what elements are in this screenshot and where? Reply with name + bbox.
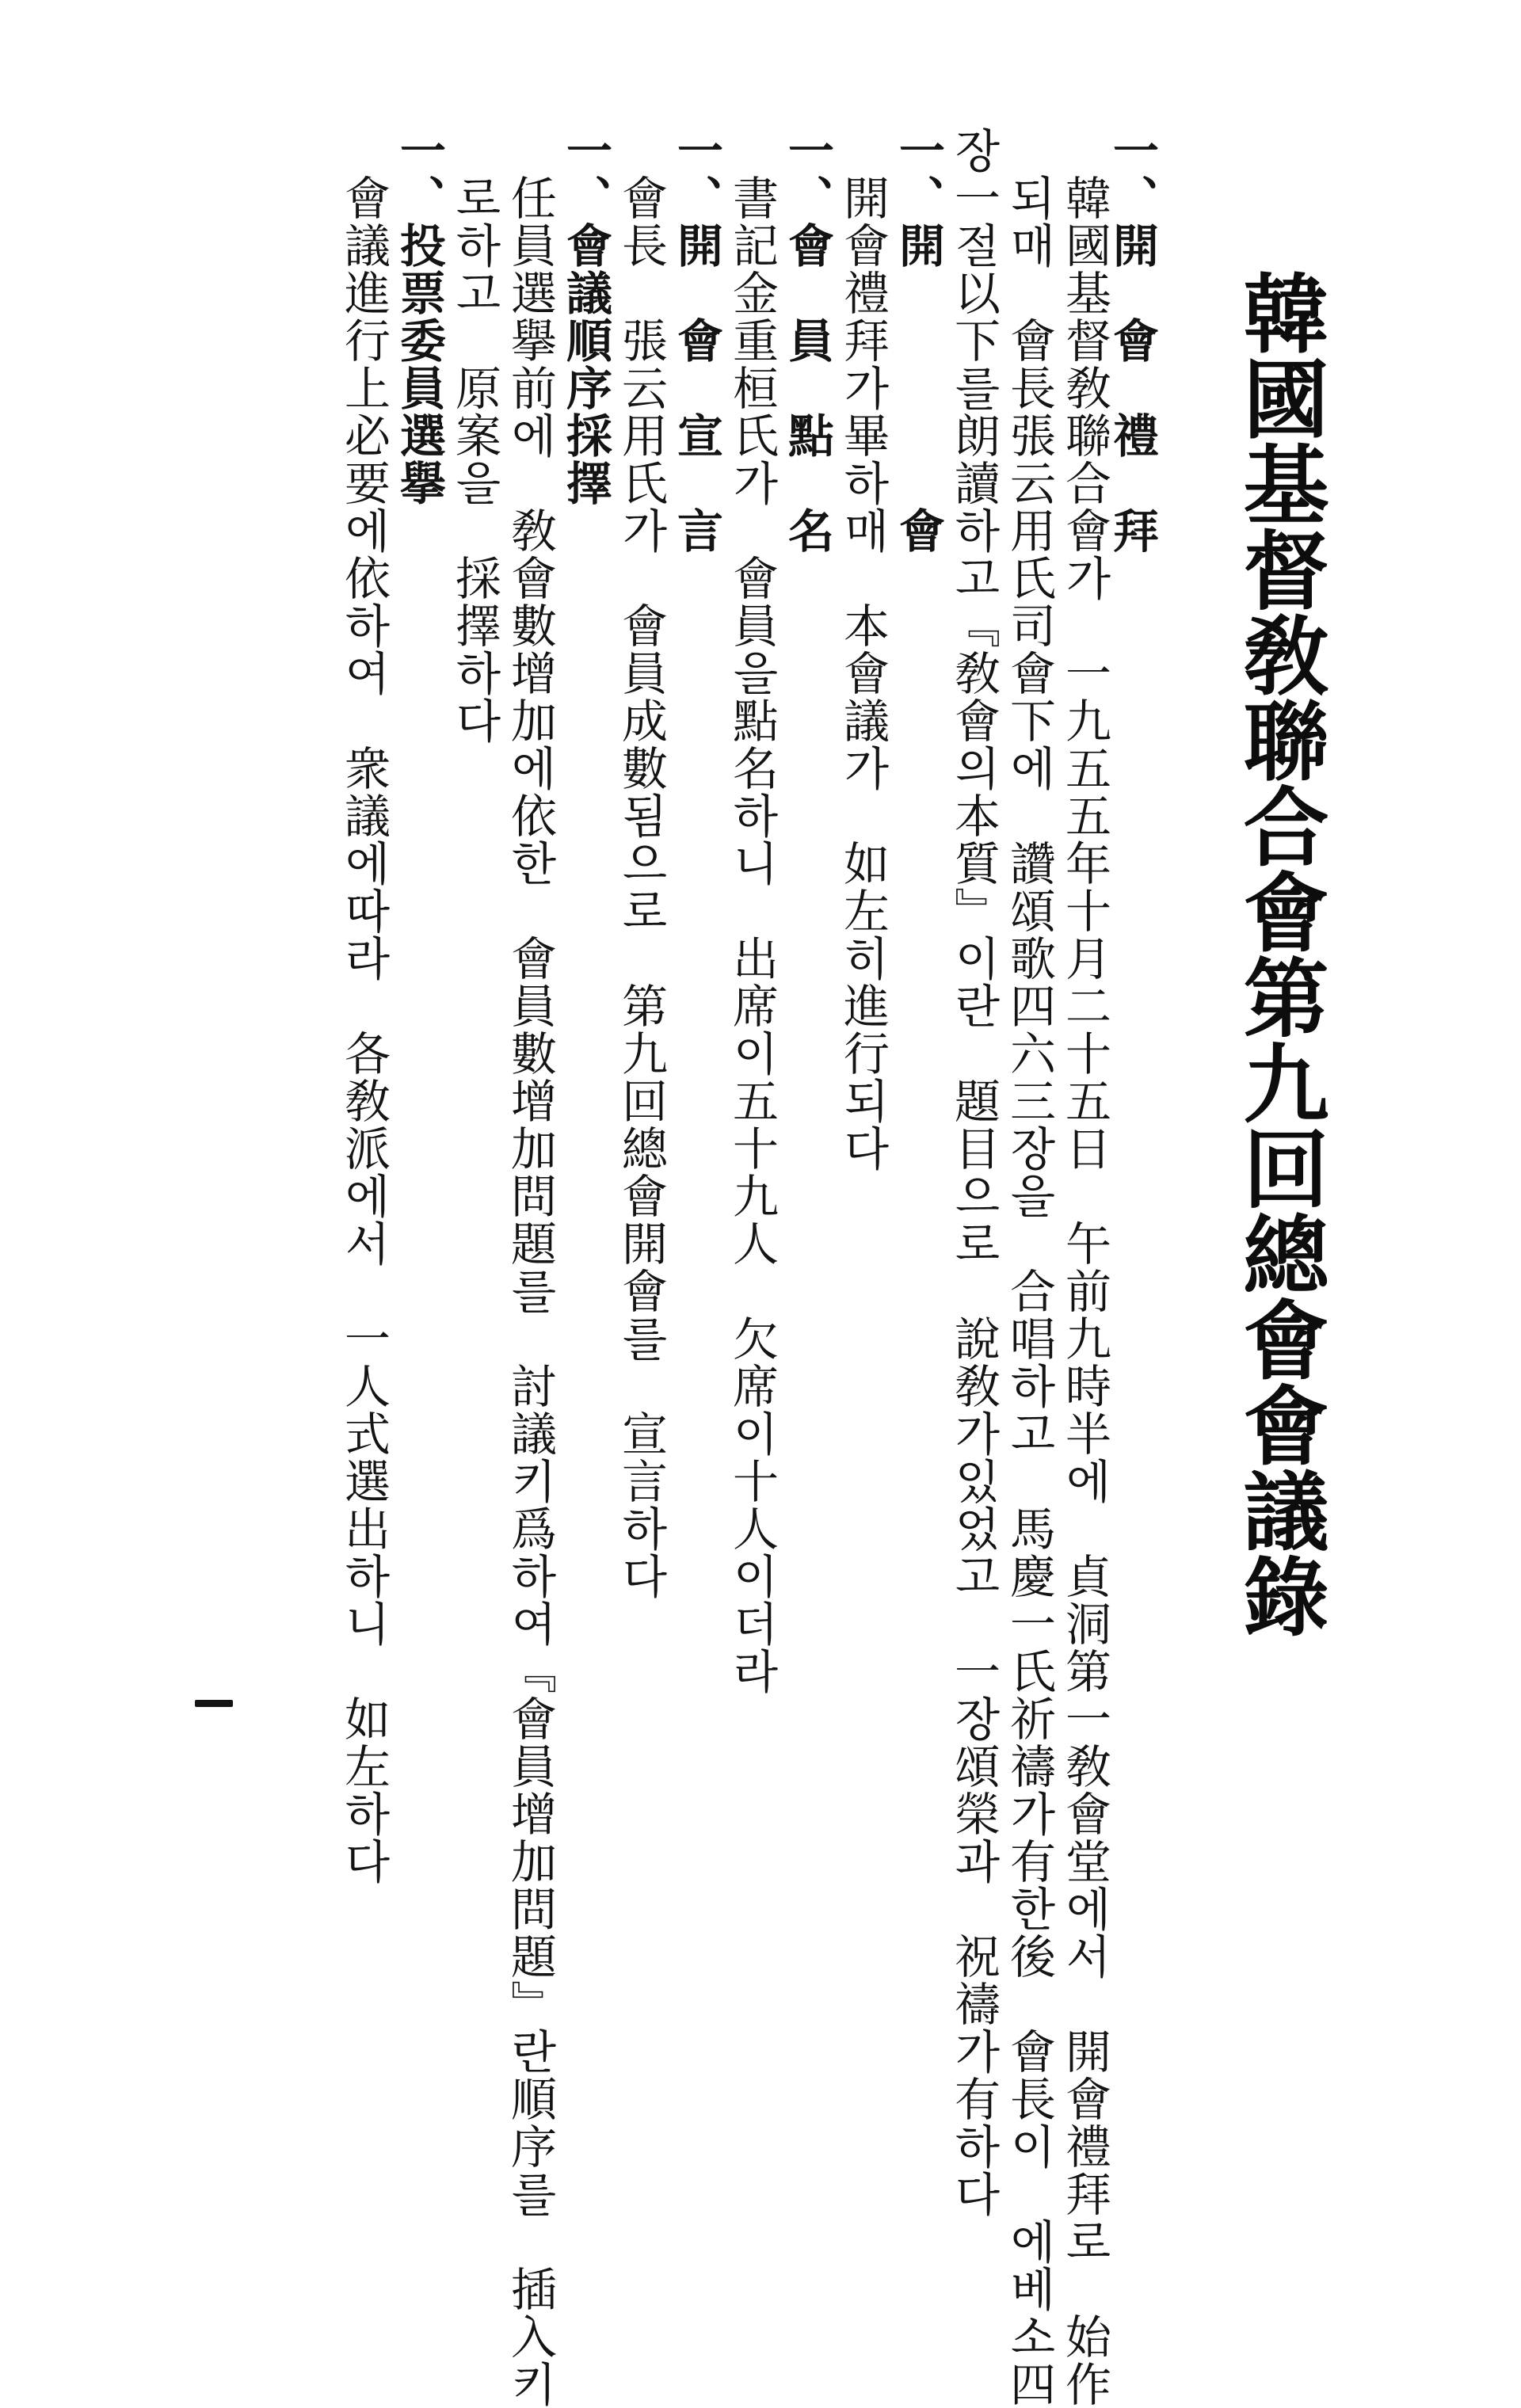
- document-title: 韓國基督敎聯合會第九回總會會議錄: [1229, 269, 1328, 1638]
- body-text-column: 로하고 原案을 採擇하다: [448, 174, 501, 745]
- body-text-column: 會長 張云用氏가 會員成數됨으로 第九回總會開會를 宣言하다: [614, 174, 668, 1600]
- body-text-column: 되매 會長張云用氏司會下에 讚頌歌四六三장을 合唱하고 馬慶一氏祈禱가有한後 會長이 에베소四: [1002, 174, 1056, 2408]
- body-text-column: 開會禮拜가畢하매 本會議가 如左히進行되다: [836, 174, 890, 1172]
- section-heading-opening: 一、開 會: [891, 127, 945, 554]
- body-text-column: 任員選擧前에 敎會數增加에依한 會員數增加問題를 討議키爲하여『會員增加問題』란順序를 插入키: [503, 174, 557, 2408]
- section-heading-roll-call: 一、會 員 點 名: [780, 127, 834, 554]
- section-heading-opening-worship: 一、開 會 禮 拜: [1105, 127, 1159, 554]
- body-text-column: 書記金重桓氏가 會員을點名하니 出席이五十九人 欠席이十人이더라: [725, 174, 779, 1695]
- section-heading-ballot-committee: 一、投票委員選擧: [392, 127, 446, 507]
- body-text-column: 韓國基督敎聯合會가 一九五五年十月二十五日 午前九時半에 貞洞第一敎會堂에서 開會禮拜로 始作: [1058, 174, 1111, 2408]
- page-number: [195, 1700, 233, 1707]
- body-text-column: 會議進行上必要에依하여 衆議에따라 各敎派에서 一人式選出하니 如左하다: [337, 174, 391, 1885]
- section-heading-opening-declaration: 一、開 會 宣 言: [669, 127, 723, 554]
- section-heading-agenda-adoption: 一、會議順序採擇: [558, 127, 612, 507]
- body-text-column: 장一절以下를朗讀하고『敎會의本質』이란 題目으로 說敎가있었고 一장頌榮과 祝禱가有하다: [947, 127, 1001, 2218]
